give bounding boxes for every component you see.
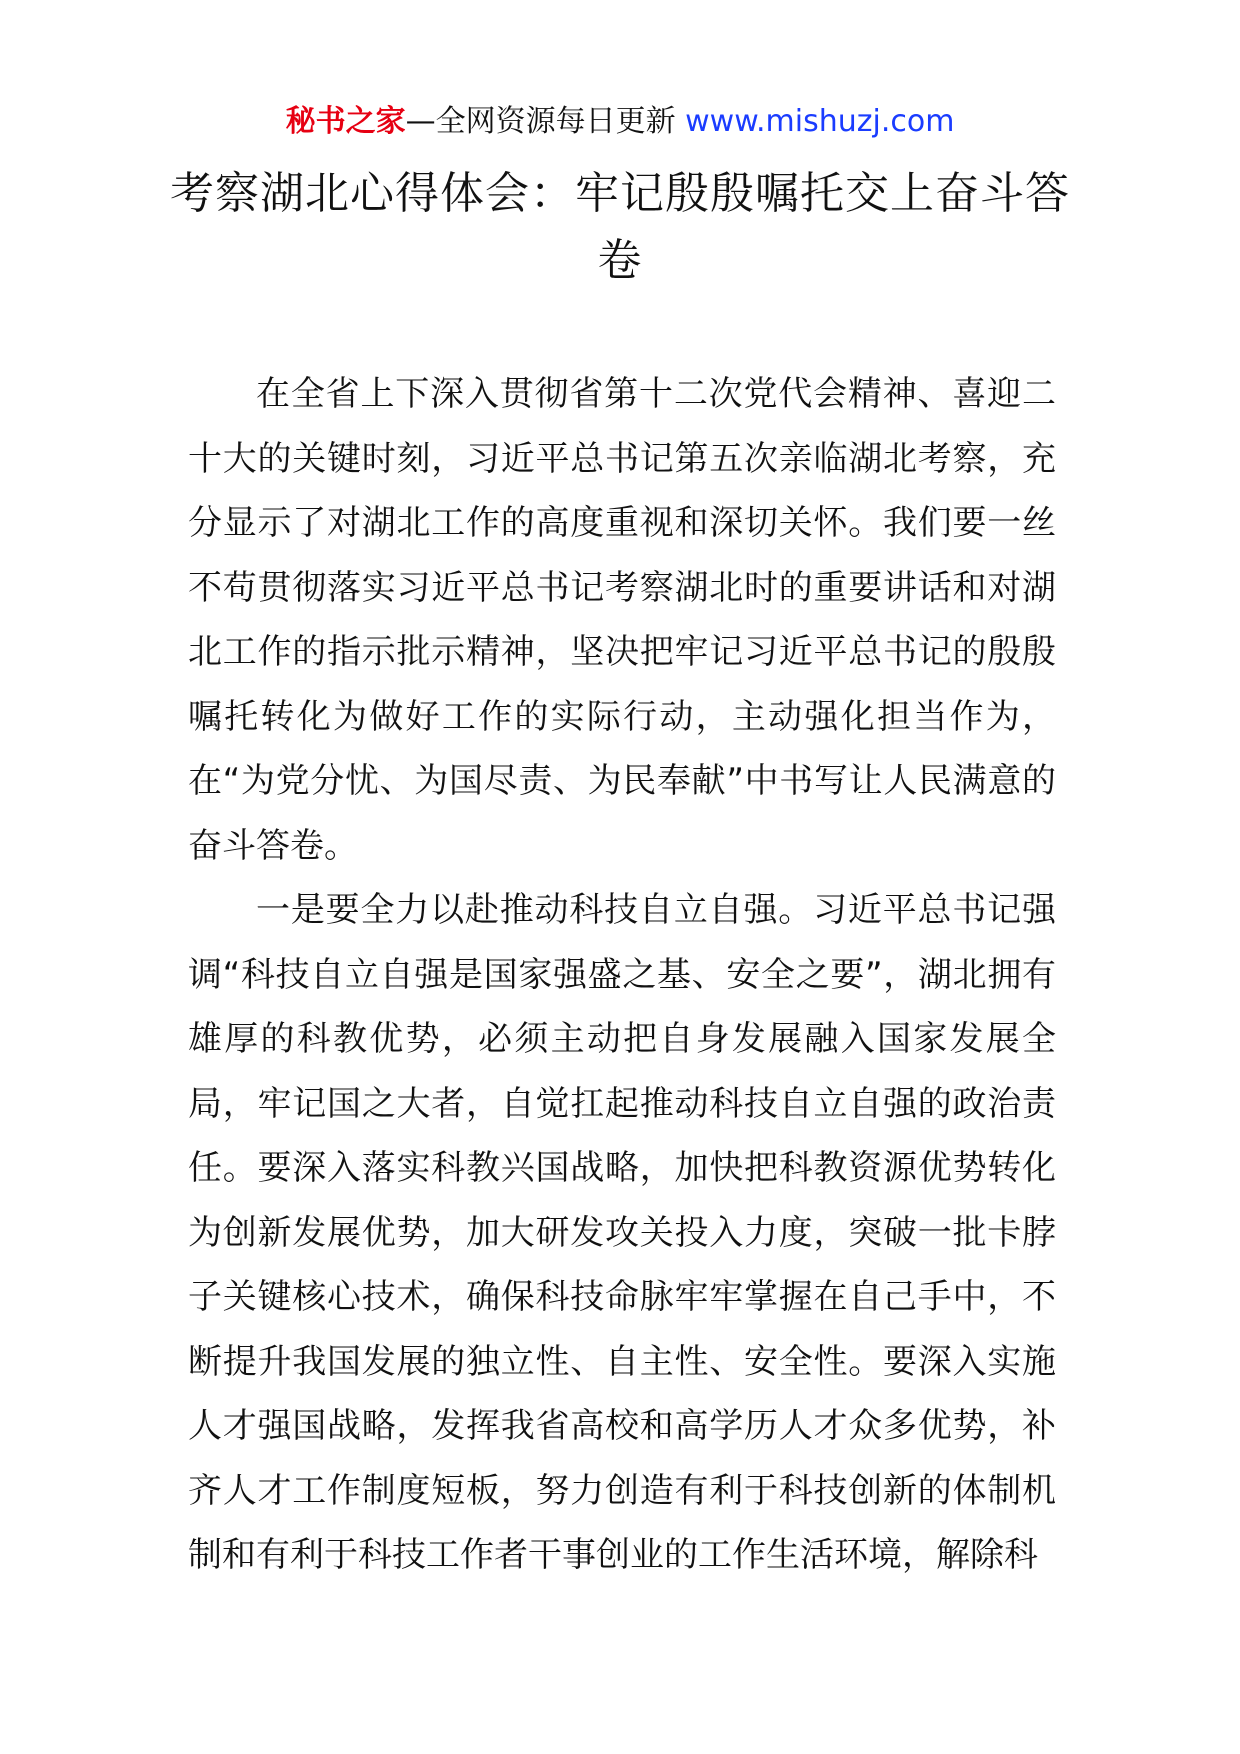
document-body — [188, 362, 1056, 1588]
paragraph-point-one: 一是要全力以赴推动科技自立自强。习近平总书记强调“科技自立自强是国家强盛之基、安全之要”，湖北拥有雄厚的科教优势，必须主动把自身发展融入国家发展全局，牢记国之大者，自觉扛起推动科技自立自强的政治责任。要深入落实科教兴国战略，加快把科教资源优势转化为创新发展优势，加大研发攻关投入力度，突破一批卡脖子关键核心技术，确保科技命脉牢牢掌握在自己手中，不断提升我国发展的独立性、自主性、安全性。要深入实施人才强国战略，发挥我省高校和高学历人才众多优势，补齐人才工作制度短板，努力创造有利于科技创新的体制机制和有利于科技工作者干事创业的工作生活环境，解除科 — [188, 890, 1056, 1575]
document-title: 考察湖北心得体会：牢记殷殷嘱托交上奋斗答卷 — [170, 168, 1070, 286]
site-url-link[interactable]: www.mishuzj.com — [685, 104, 955, 139]
site-brand: 秘书之家 — [285, 104, 406, 139]
paragraph-intro: 在全省上下深入贯彻省第十二次党代会精神、喜迎二十大的关键时刻，习近平总书记第五次亲临湖北考察，充分显示了对湖北工作的高度重视和深切关怀。我们要一丝不苟贯彻落实习近平总书记考察湖北时的重要讲话和对湖北工作的指示批示精神，坚决把牢记习近平总书记的殷殷嘱托转化为做好工作的实际行动，主动强化担当作为，在“为党分忧、为国尽责、为民奉献”中书写让人民满意的奋斗答卷。 — [188, 374, 1056, 866]
site-tagline: —全网资源每日更新 — [405, 104, 686, 139]
site-header — [0, 100, 1240, 144]
